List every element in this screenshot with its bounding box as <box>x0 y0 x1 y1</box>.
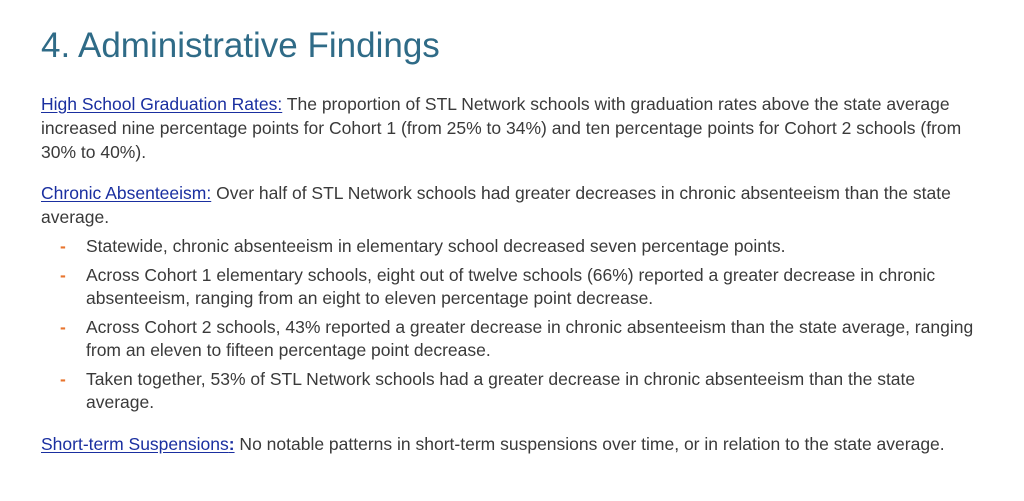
absenteeism-heading-link[interactable]: Chronic Absenteeism: <box>41 183 212 203</box>
graduation-heading-link[interactable]: High School Graduation Rates: <box>41 94 283 114</box>
suspensions-paragraph <box>41 432 971 456</box>
suspensions-heading-text: Short-term Suspensions <box>41 434 229 454</box>
absenteeism-bullet-list <box>41 235 984 414</box>
absenteeism-paragraph <box>41 181 971 229</box>
page-title: 4. Administrative Findings <box>41 26 440 65</box>
bullet-text: Across Cohort 1 elementary schools, eight out of twelve schools (66%) reported a greater decrease in chronic absenteeism, ranging from an eight to eleven percentage point decrease. <box>86 265 936 308</box>
dash-bullet-icon: - <box>60 369 66 389</box>
suspensions-heading-colon: : <box>228 434 235 454</box>
dash-bullet-icon: - <box>60 236 66 256</box>
bullet-text: Taken together, 53% of STL Network schools had a greater decrease in chronic absenteeism than the state average. <box>86 369 916 412</box>
suspensions-heading-link[interactable] <box>41 434 235 454</box>
dash-bullet-icon: - <box>60 317 66 337</box>
bullet-text: Statewide, chronic absenteeism in elementary school decreased seven percentage points. <box>86 236 786 256</box>
list-item <box>41 264 976 310</box>
bullet-text: Across Cohort 2 schools, 43% reported a greater decrease in chronic absenteeism than the state average, ranging from an eleven to fifteen percentage point decrease. <box>86 317 974 360</box>
list-item <box>41 316 976 362</box>
graduation-paragraph <box>41 92 971 164</box>
absenteeism-body: Over half of STL Network schools had greater decreases in chronic absenteeism than the state average. <box>41 183 951 227</box>
dash-bullet-icon: - <box>60 265 66 285</box>
list-item <box>41 368 976 414</box>
graduation-body: The proportion of STL Network schools with graduation rates above the state average increased nine percentage points for Cohort 1 (from 25% to 34%) and ten percentage points for Cohort 2 schools (from 30% to 40%). <box>41 94 962 162</box>
suspensions-body: No notable patterns in short-term suspensions over time, or in relation to the state average. <box>234 434 945 454</box>
list-item <box>41 235 976 258</box>
